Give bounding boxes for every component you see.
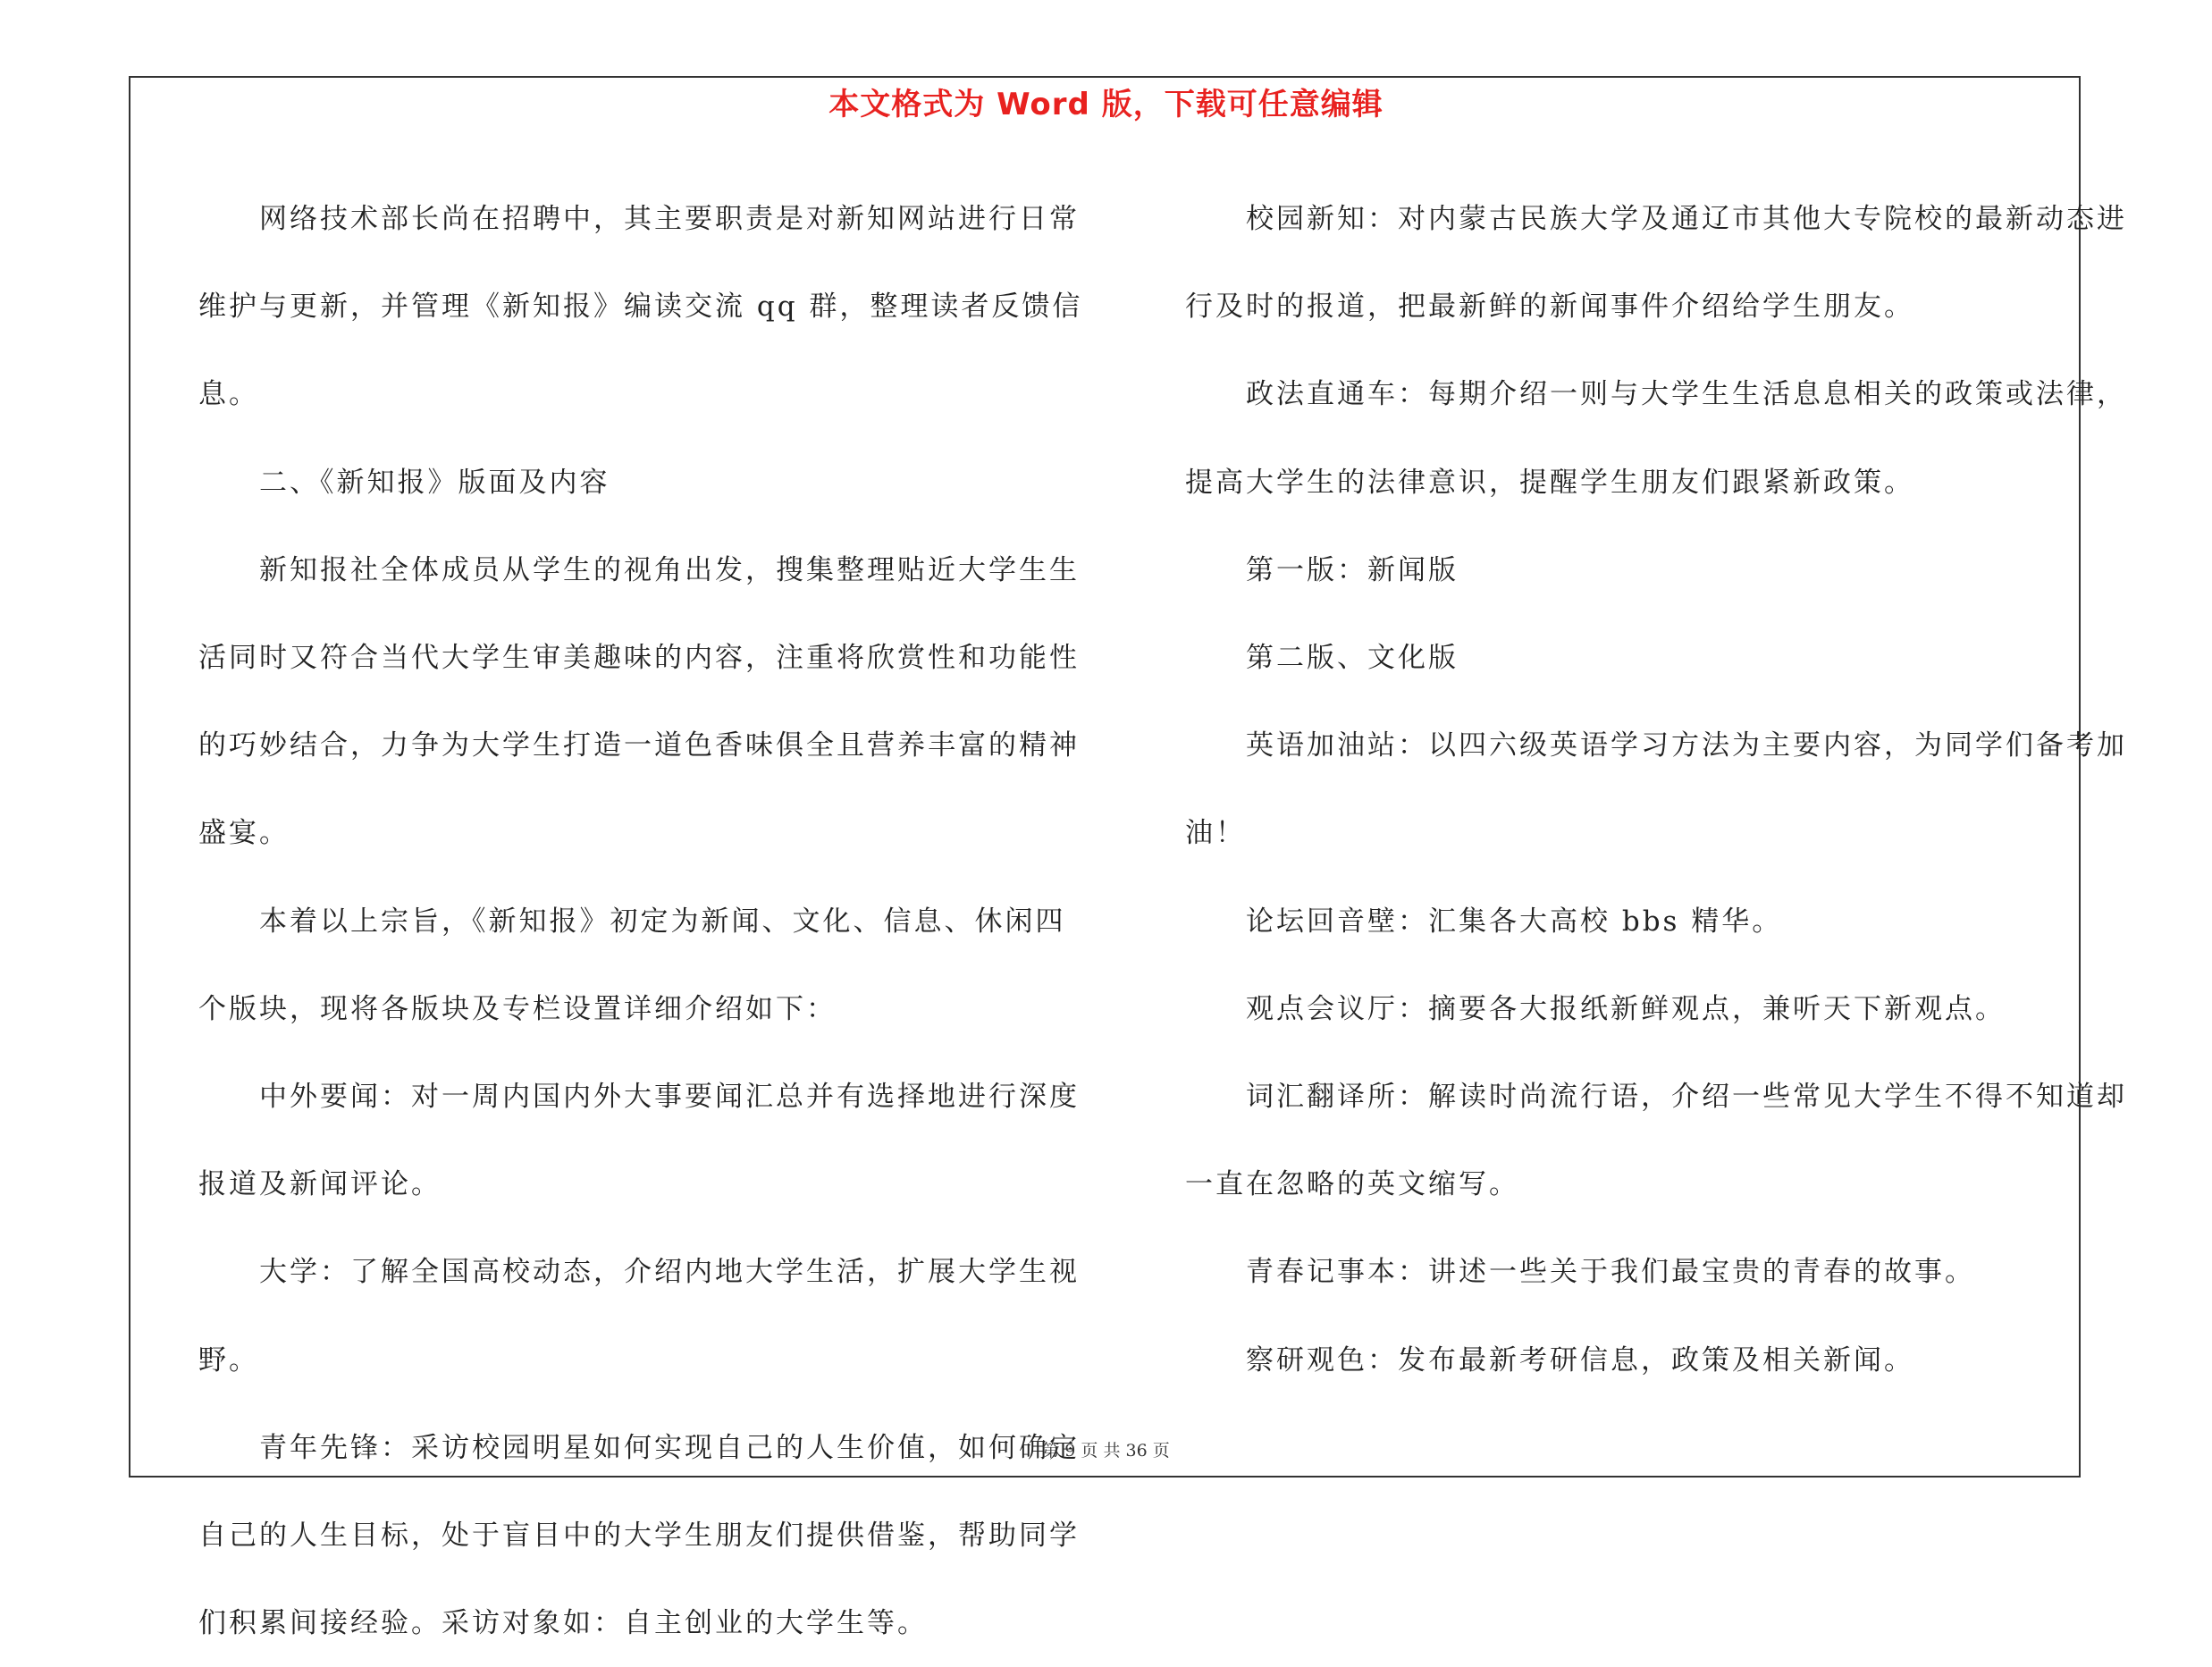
paragraph-youth-pioneer: 青年先锋：采访校园明星如何实现自己的人生价值，如何确定自己的人生目标，处于盲目中的大学生朋友们提供借鉴，帮助同学们积累间接经验。采访对象如：自主创业的大学生等。: [198, 1431, 1080, 1640]
paragraph-page-one: 第一版：新闻版: [1246, 553, 1459, 586]
section-heading-layout: 二、《新知报》版面及内容: [259, 466, 610, 499]
paragraph-university: 大学：了解全国高校动态，介绍内地大学生活，扩展大学生视野。: [198, 1256, 1080, 1377]
format-banner: 本文格式为 Word 版，下载可任意编辑: [828, 87, 1384, 122]
paragraph-world-news: 中外要闻：对一周内国内外大事要闻汇总并有选择地进行深度报道及新闻评论。: [198, 1081, 1080, 1201]
paragraph-law-express: 政法直通车：每期介绍一则与大学生生活息息相关的政策或法律，提高大学生的法律意识，提醒学生朋友们跟紧新政策。: [1185, 378, 2127, 499]
paragraph-editorial-vision: 新知报社全体成员从学生的视角出发，搜集整理贴近大学生生活同时又符合当代大学生审美趣味的内容，注重将欣赏性和功能性的巧妙结合，力争为大学生打造一道色香味俱全且营养丰富的精神盛宴。: [198, 553, 1080, 850]
paragraph-opinion-hall: 观点会议厅：摘要各大报纸新鲜观点，兼听天下新观点。: [1246, 992, 2006, 1025]
right-column: [1185, 175, 2132, 1404]
paragraph-youth-notebook: 青春记事本：讲述一些关于我们最宝贵的青春的故事。: [1246, 1256, 1975, 1289]
paragraph-campus-news: 校园新知：对内蒙古民族大学及通辽市其他大专院校的最新动态进行及时的报道，把最新鲜的新闻事件介绍给学生朋友。: [1185, 203, 2127, 324]
paragraph-english-station: 英语加油站：以四六级英语学习方法为主要内容，为同学们备考加油！: [1185, 729, 2127, 850]
paragraph-forum-echo: 论坛回音壁：汇集各大高校 bbs 精华。: [1246, 905, 1783, 938]
page-number: 第 9 页 共 36 页: [1042, 1441, 1170, 1461]
paragraph-grad-exam: 察研观色：发布最新考研信息，政策及相关新闻。: [1246, 1343, 1914, 1377]
paragraph-sections-intro: 本着以上宗旨，《新知报》初定为新闻、文化、信息、休闲四个版块，现将各版块及专栏设置详细介绍如下：: [198, 905, 1066, 1025]
paragraph-page-two: 第二版、文化版: [1246, 642, 1459, 675]
paragraph-web-tech-minister: 网络技术部长尚在招聘中，其主要职责是对新知网站进行日常维护与更新，并管理《新知报》编读交流 qq 群，整理读者反馈信息。: [198, 203, 1083, 411]
paragraph-vocab-translation: 词汇翻译所：解读时尚流行语，介绍一些常见大学生不得不知道却一直在忽略的英文缩写。: [1185, 1081, 2127, 1201]
